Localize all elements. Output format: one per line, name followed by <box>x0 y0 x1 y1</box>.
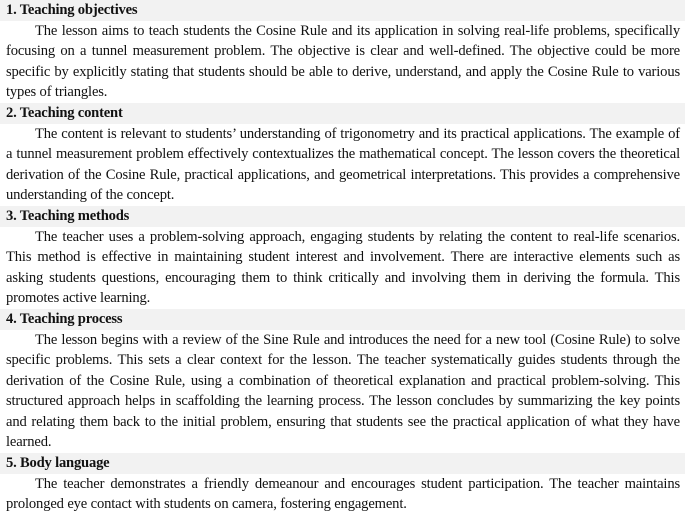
section-body-language <box>0 453 685 515</box>
section-paragraph: The lesson begins with a review of the Sine Rule and introduces the need for a new tool (Cosine Rule) to solve specific problems. This sets a clear context for the lesson. The teacher systematically guides students through the derivation of the Cosine Rule, using a combination of theoretical explanation and practical problem-solving. This structured approach helps in scaffolding the learning process. The lesson concludes by summarizing the key points and relating them back to the initial problem, ensuring that students see the practical application of what they have learned. <box>6 331 680 451</box>
section-heading: 2. Teaching content <box>0 103 685 124</box>
section-heading: 3. Teaching methods <box>0 206 685 227</box>
section-paragraph: The teacher demonstrates a friendly demeanour and encourages student participation. The teacher maintains prolonged eye contact with students on camera, fostering engagement. <box>6 475 680 513</box>
section-heading: 5. Body language <box>0 453 685 474</box>
section-paragraph: The content is relevant to students’ understanding of trigonometry and its practical applications. The example of a tunnel measurement problem effectively contextualizes the mathematical concept. The lesson covers the theoretical derivation of the Cosine Rule, practical applications, and geometrical interpretations. This provides a comprehensive understanding of the concept. <box>6 125 680 204</box>
section-teaching-content <box>0 103 685 206</box>
section-paragraph: The teacher uses a problem-solving approach, engaging students by relating the content to real-life scenarios. This method is effective in maintaining student interest and involvement. There are interactive elements such as asking students questions, encouraging them to think critically and involving them in deriving the formula. This promotes active learning. <box>6 228 680 307</box>
section-paragraph: The lesson aims to teach students the Cosine Rule and its application in solving real-life problems, specifically focusing on a tunnel measurement problem. The objective is clear and well-defined. The objective could be more specific by explicitly stating that students should be able to derive, understand, and apply the Cosine Rule to various types of triangles. <box>6 22 680 101</box>
section-teaching-process <box>0 309 685 453</box>
section-heading: 1. Teaching objectives <box>0 0 685 21</box>
section-teaching-objectives <box>0 0 685 103</box>
section-teaching-methods <box>0 206 685 309</box>
section-heading: 4. Teaching process <box>0 309 685 330</box>
